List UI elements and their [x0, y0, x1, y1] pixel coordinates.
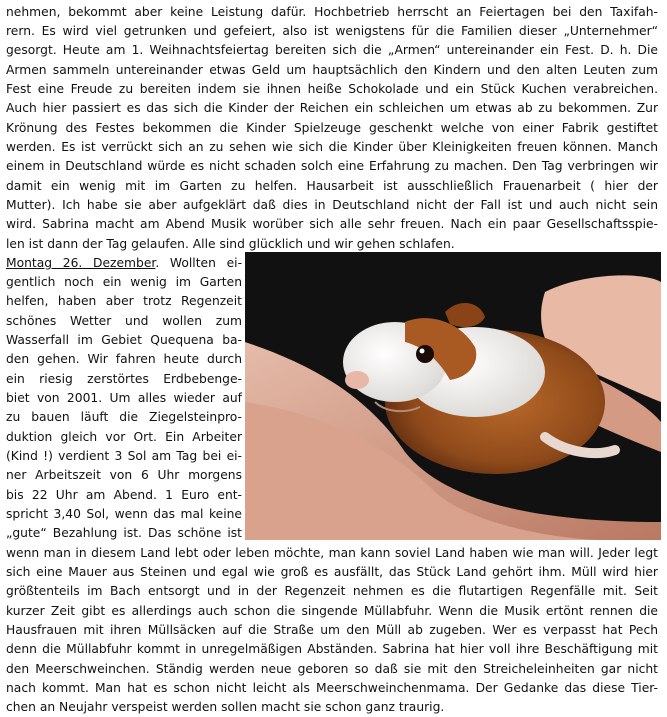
guinea-pig-photo [245, 252, 661, 540]
text-line: (Kind !) verdient 3 Sol am Tag bei ei- [6, 449, 242, 463]
text-line: größtenteils im Bach entsorgt und in der Regenzeit nehmen es die flutartigen Regenfälle mit. Seit [6, 584, 658, 598]
text-line: nach kommt. Man hat es schon nicht leicht als Meerschweinchenmama. Der Gedanke das diese Tier- [6, 681, 658, 695]
text-line: zu bauen läuft die Ziegelsteinpro- [6, 410, 242, 424]
text-line: kurzer Zeit gibt es allerdings auch schon die singende Müllabfuhr. Wenn die Musik ertönt rennen die [6, 604, 658, 618]
text-line [6, 254, 242, 273]
text-line: Hausfrauen mit ihren Müllsäcken auf die Straße um den Müll ab zugeben. Wer es verpasst hat Pech [6, 623, 658, 637]
text-line: Armen sammeln untereinander etwas Geld um hauptsächlich den Kindern und den alten Leuten zum [6, 63, 658, 77]
text-line: biet von 2001. Um alles wieder auf [6, 391, 242, 405]
text-line: Krönung des Festes bekommen die Kinder Spielzeuge geschenkt welche von einer Fabrik gestiftet [6, 121, 658, 135]
text-line: wenn man in diesem Land lebt oder leben möchte, man kann soviel Land haben wie man will. Jeder legt [6, 546, 658, 560]
guinea-pig-illustration [245, 252, 661, 540]
text-line: schönes Wetter und wollen zum [6, 314, 242, 328]
text-line: Auch hier passiert es das sich die Kinder der Reichen ein schleichen um etwas ab zu bekommen. Zur [6, 101, 658, 115]
text-line: chen an Neujahr verspeist werden sollen macht sie schon ganz traurig. [6, 700, 445, 714]
text-line: denn die Müllabfuhr kommt in unregelmäßigen Abständen. Sabrina hat hier voll ihre Beschäftigung mit [6, 642, 658, 656]
text-line: len ist dann der Tag gelaufen. Alle sind glücklich und wir gehen schlafen. [6, 237, 455, 251]
text-line: duktion gleich vor Ort. Ein Arbeiter [6, 430, 242, 444]
text-line: den gehen. Wir fahren heute durch [6, 352, 242, 366]
text-line: bis 22 Uhr am Abend. 1 Euro ent- [6, 488, 242, 502]
text-line: helfen, haben aber trotz Regenzeit [6, 294, 242, 308]
text-line: ein riesig zerstörtes Erdbebenge- [6, 372, 242, 386]
text-line: rern. Es wird viel getrunken und gefeiert, also ist wenigstens für die Familien dieser „Unternehmer“ [6, 24, 658, 38]
date-heading: Montag 26. Dezember [6, 256, 156, 270]
text-fragment: . Wollten ei- [155, 256, 243, 270]
text-line: spricht 3,40 Sol, wenn das mal keine [6, 507, 242, 521]
text-line: gentlich noch ein wenig im Garten [6, 275, 242, 289]
text-line: „gute“ Bezahlung ist. Das schöne ist [6, 526, 242, 540]
text-line: Wasserfall im Gebiet Quequena ba- [6, 333, 242, 347]
text-line: Mutter). Ich habe sie aber aufgeklärt daß dies in Deutschland nicht der Fall ist und auch nicht sein [6, 198, 658, 212]
text-line: werden. Es ist verrückt sich an zu sehen wie sich die Kinder über Kleinigkeiten freuen können. Manch [6, 140, 658, 154]
text-line: den Meerschweinchen. Ständig werden neue geboren so daß sie mit den Streicheleinheiten gar nicht [6, 662, 658, 676]
text-line: einem in Deutschland würde es nicht schaden solch eine Erfahrung zu machen. Den Tag verbringen wir [6, 159, 658, 173]
text-line: gesorgt. Heute am 1. Weihnachtsfeiertag bereiten sich die „Armen“ untereinander ein Fest. D. h. Die [6, 43, 658, 57]
text-line: wird. Sabrina macht am Abend Musik worüber sich alle sehr freuen. Nach ein paar Gesellschaftsspie- [6, 217, 658, 231]
text-line: Fest eine Freude zu bereiten indem sie ihnen heiße Schokolade und ein Stück Kuchen verabreichen. [6, 82, 658, 96]
text-line: sich eine Mauer aus Steinen und egal wie groß es ausfällt, das Stück Land gehört ihm. Müll wird hier [6, 565, 658, 579]
text-line: nehmen, bekommt aber keine Leistung dafür. Hochbetrieb herrscht an Feiertagen bei den Taxifah- [6, 5, 658, 19]
text-line: damit ein wenig mit im Garten zu helfen. Hausarbeit ist ausschließlich Frauenarbeit ( hier der [6, 179, 658, 193]
text-line: ner Arbeitszeit von 6 Uhr morgens [6, 468, 242, 482]
